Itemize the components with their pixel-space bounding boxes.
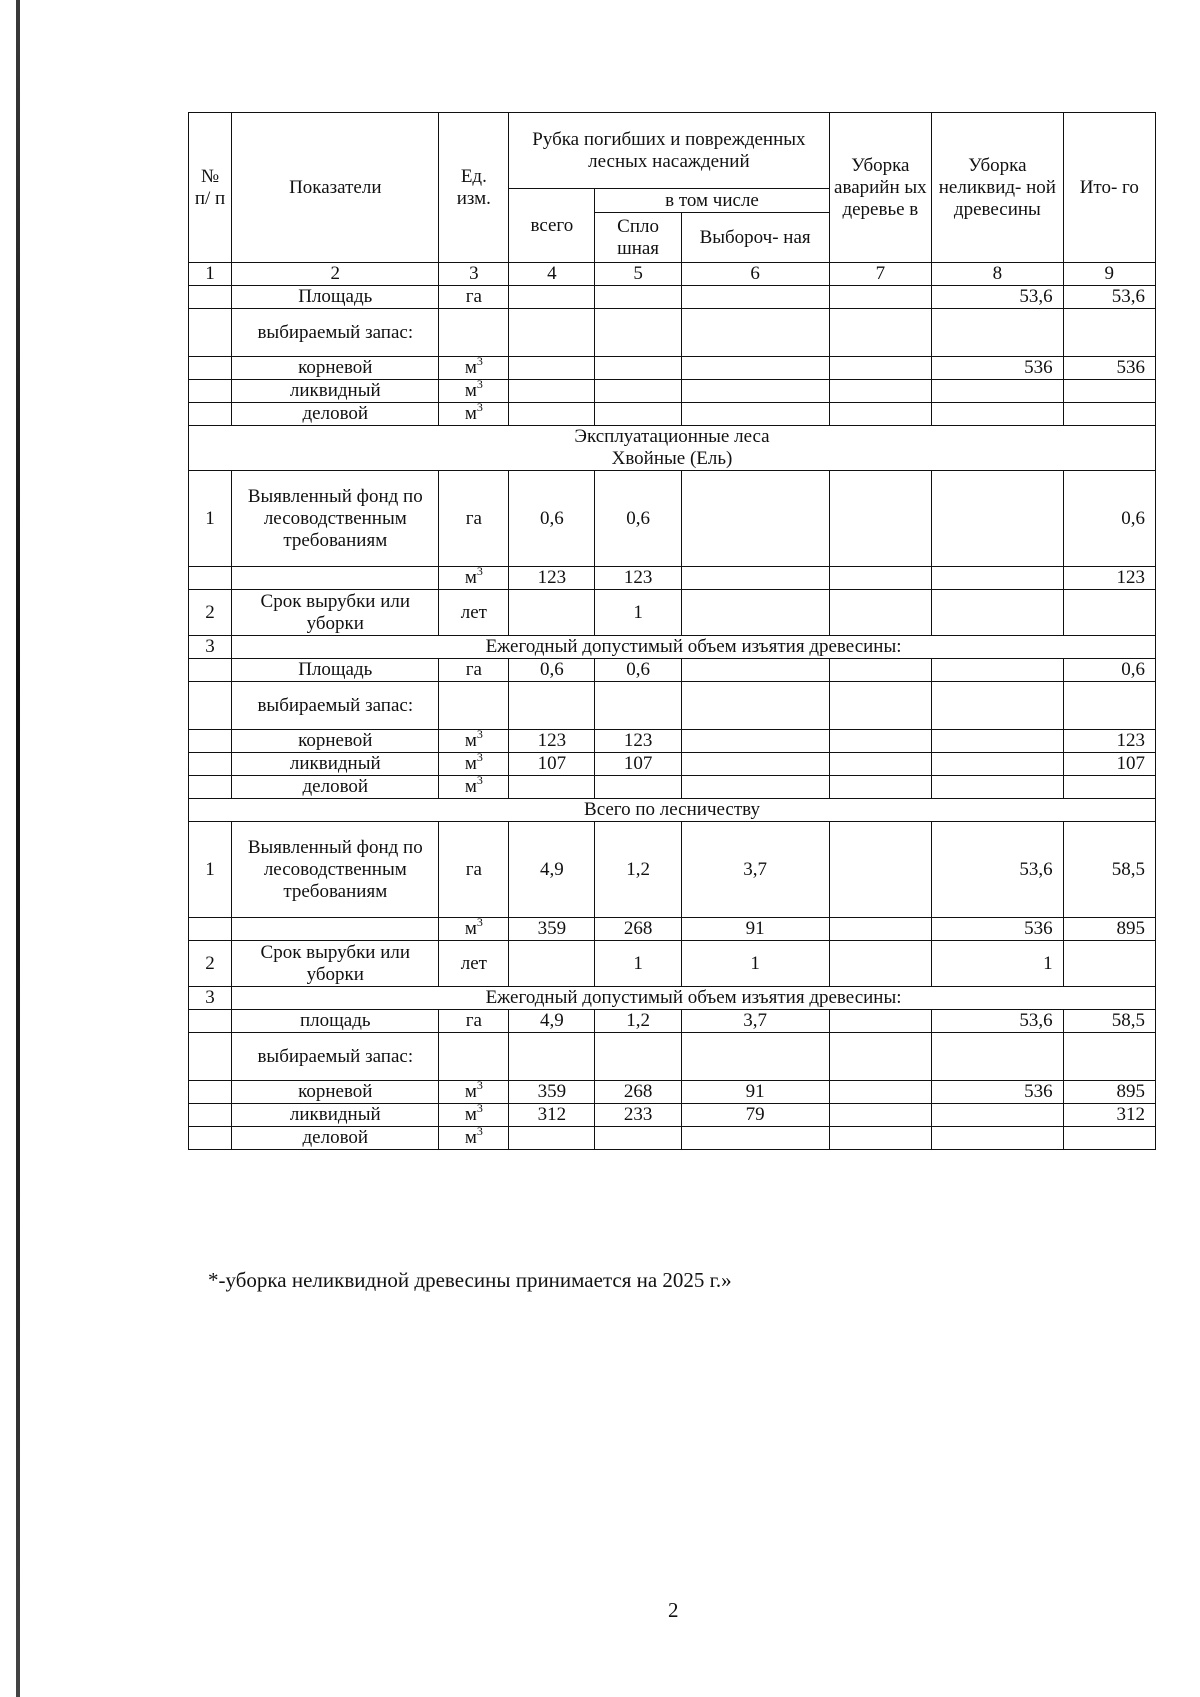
cell-emergency <box>829 1033 932 1081</box>
cell-sum: 58,5 <box>1063 822 1155 918</box>
cell-emergency <box>829 471 932 567</box>
cell-selective <box>681 380 829 403</box>
cell-clear <box>595 682 681 730</box>
row-label <box>232 918 439 941</box>
table-row <box>189 730 1156 753</box>
row-label: Срок вырубки или уборки <box>232 590 439 636</box>
cell-sum: 107 <box>1063 753 1155 776</box>
cell-sum: 312 <box>1063 1104 1155 1127</box>
table-row <box>189 822 1156 918</box>
cell-sum: 58,5 <box>1063 1010 1155 1033</box>
header-selective: Выбороч- ная <box>681 213 829 263</box>
cell-selective <box>681 1127 829 1150</box>
column-number: 9 <box>1063 263 1155 286</box>
cell-illiquid: 53,6 <box>932 286 1063 309</box>
row-unit <box>439 750 509 776</box>
cell-sum: 53,6 <box>1063 286 1155 309</box>
cell-total <box>509 357 595 380</box>
header-no: № п/ п <box>189 113 232 263</box>
cell-sum <box>1063 1127 1155 1150</box>
cell-sum <box>1063 776 1155 799</box>
cell-illiquid <box>932 753 1063 776</box>
cell-clear <box>595 776 681 799</box>
row-unit <box>439 727 509 753</box>
cell-illiquid <box>932 380 1063 403</box>
unit-text: га <box>465 659 482 680</box>
row-label: выбираемый запас: <box>232 1033 439 1081</box>
cell-total: 107 <box>509 753 595 776</box>
table-row <box>189 1033 1156 1081</box>
forest-table-wrapper <box>188 112 1156 1150</box>
cell-illiquid <box>932 682 1063 730</box>
forest-felling-table <box>188 112 1156 1150</box>
cell-clear: 1,2 <box>595 1010 681 1033</box>
cell-sum <box>1063 403 1155 426</box>
row-unit <box>439 773 509 799</box>
cell-emergency <box>829 822 932 918</box>
cell-illiquid: 53,6 <box>932 822 1063 918</box>
cell-illiquid: 536 <box>932 357 1063 380</box>
row-unit <box>439 354 509 380</box>
table-row <box>189 1104 1156 1127</box>
header-group-felling: Рубка погибших и поврежденных лесных насаждений <box>509 113 829 189</box>
unit-text: м <box>464 357 477 378</box>
cell-sum: 123 <box>1063 567 1155 590</box>
cell-emergency <box>829 776 932 799</box>
cell-emergency <box>829 286 932 309</box>
row-label: деловой <box>232 1127 439 1150</box>
footnote: *-уборка неликвидной древесины принимается на 2025 г.» <box>208 1268 732 1292</box>
table-row <box>189 918 1156 941</box>
cell-clear: 0,6 <box>595 659 681 682</box>
row-unit <box>439 1078 509 1104</box>
cell-illiquid <box>932 590 1063 636</box>
cell-total: 312 <box>509 1104 595 1127</box>
unit-sup: 3 <box>476 773 483 787</box>
cell-emergency <box>829 682 932 730</box>
cell-sum <box>1063 1033 1155 1081</box>
cell-clear: 1 <box>595 941 681 987</box>
row-no <box>189 1033 232 1081</box>
cell-illiquid <box>932 776 1063 799</box>
cell-sum: 123 <box>1063 730 1155 753</box>
cell-emergency <box>829 1010 932 1033</box>
row-no <box>189 1081 232 1104</box>
unit-text: м <box>464 730 477 751</box>
section-header-row <box>189 799 1156 822</box>
section-title <box>189 426 1156 471</box>
unit-text: м <box>464 918 477 939</box>
row-unit <box>439 1010 509 1033</box>
cell-selective <box>681 753 829 776</box>
cell-emergency <box>829 659 932 682</box>
page-number: 2 <box>668 1598 679 1622</box>
cell-selective: 1 <box>681 941 829 987</box>
row-label: Выявленный фонд по лесоводственным требованиям <box>232 471 439 567</box>
unit-sup: 3 <box>476 1101 483 1115</box>
cell-selective <box>681 590 829 636</box>
cell-total <box>509 941 595 987</box>
cell-clear: 268 <box>595 1081 681 1104</box>
header-total-sum: Ито- го <box>1063 113 1155 263</box>
section-header-row <box>189 426 1156 471</box>
cell-clear <box>595 403 681 426</box>
cell-clear: 1,2 <box>595 822 681 918</box>
cell-emergency <box>829 590 932 636</box>
row-label: выбираемый запас: <box>232 682 439 730</box>
cell-emergency <box>829 753 932 776</box>
cell-total: 4,9 <box>509 1010 595 1033</box>
cell-selective <box>681 403 829 426</box>
row-no <box>189 1104 232 1127</box>
cell-emergency <box>829 941 932 987</box>
cell-total <box>509 1127 595 1150</box>
section-title: Всего по лесничеству <box>189 799 1156 822</box>
table-row <box>189 357 1156 380</box>
table-row <box>189 309 1156 357</box>
row-unit <box>439 682 509 730</box>
row-label: площадь <box>232 1010 439 1033</box>
cell-clear <box>595 357 681 380</box>
row-label: Срок вырубки или уборки <box>232 941 439 987</box>
row-no <box>189 682 232 730</box>
column-number: 1 <box>189 263 232 286</box>
cell-clear <box>595 380 681 403</box>
table-row <box>189 987 1156 1010</box>
cell-illiquid <box>932 1033 1063 1081</box>
unit-text: м <box>464 1104 477 1125</box>
column-number: 5 <box>595 263 681 286</box>
unit-text: м <box>464 567 477 588</box>
unit-text: м <box>464 403 477 424</box>
cell-clear <box>595 309 681 357</box>
cell-clear: 0,6 <box>595 471 681 567</box>
cell-total: 359 <box>509 1081 595 1104</box>
row-no <box>189 1127 232 1150</box>
table-row <box>189 682 1156 730</box>
table-row <box>189 1010 1156 1033</box>
table-row <box>189 941 1156 987</box>
header-illiquid: Уборка неликвид- ной древесины <box>932 113 1063 263</box>
cell-illiquid <box>932 730 1063 753</box>
cell-emergency <box>829 357 932 380</box>
unit-sup: 3 <box>476 400 483 414</box>
cell-selective <box>681 682 829 730</box>
table-row <box>189 286 1156 309</box>
cell-selective <box>681 659 829 682</box>
row-unit: га <box>439 471 509 567</box>
cell-emergency <box>829 380 932 403</box>
cell-illiquid: 1 <box>932 941 1063 987</box>
cell-selective: 91 <box>681 918 829 941</box>
table-row <box>189 776 1156 799</box>
cell-emergency <box>829 309 932 357</box>
row-no: 3 <box>189 636 232 659</box>
cell-total: 359 <box>509 918 595 941</box>
row-no: 1 <box>189 471 232 567</box>
row-label: корневой <box>232 357 439 380</box>
row-no <box>189 730 232 753</box>
cell-illiquid <box>932 471 1063 567</box>
row-no: 2 <box>189 941 232 987</box>
cell-total: 123 <box>509 567 595 590</box>
column-number: 4 <box>509 263 595 286</box>
row-no: 1 <box>189 822 232 918</box>
row-unit <box>439 309 509 357</box>
cell-total <box>509 286 595 309</box>
header-indicator: Показатели <box>232 113 439 263</box>
cell-selective <box>681 309 829 357</box>
cell-clear: 268 <box>595 918 681 941</box>
row-label: выбираемый запас: <box>232 309 439 357</box>
column-number: 3 <box>439 263 509 286</box>
cell-selective <box>681 730 829 753</box>
cell-emergency <box>829 567 932 590</box>
table-row <box>189 1127 1156 1150</box>
table-row <box>189 380 1156 403</box>
row-unit <box>439 286 509 309</box>
cell-emergency <box>829 1127 932 1150</box>
unit-sup: 3 <box>476 750 483 764</box>
cell-sum <box>1063 380 1155 403</box>
row-no <box>189 918 232 941</box>
row-label: корневой <box>232 1081 439 1104</box>
cell-selective: 3,7 <box>681 822 829 918</box>
unit-text: м <box>464 776 477 797</box>
cell-selective: 3,7 <box>681 1010 829 1033</box>
cell-selective <box>681 776 829 799</box>
column-number: 6 <box>681 263 829 286</box>
cell-selective <box>681 286 829 309</box>
table-row <box>189 567 1156 590</box>
unit-sup: 3 <box>476 564 483 578</box>
section-title-line1: Эксплуатационные леса <box>574 426 770 447</box>
table-row <box>189 753 1156 776</box>
cell-clear: 1 <box>595 590 681 636</box>
row-no <box>189 380 232 403</box>
header-emergency: Уборка аварийн ых деревье в <box>829 113 932 263</box>
table-row <box>189 471 1156 567</box>
table-row <box>189 403 1156 426</box>
row-no <box>189 286 232 309</box>
table-row <box>189 1081 1156 1104</box>
cell-clear <box>595 1127 681 1150</box>
row-no <box>189 357 232 380</box>
cell-total <box>509 682 595 730</box>
row-unit: лет <box>439 941 509 987</box>
unit-text: м <box>464 380 477 401</box>
cell-clear <box>595 1033 681 1081</box>
unit-text: м <box>464 1081 477 1102</box>
row-label: Выявленный фонд по лесоводственным требованиям <box>232 822 439 918</box>
scan-edge-line <box>16 0 20 1697</box>
cell-clear: 123 <box>595 730 681 753</box>
table-row <box>189 636 1156 659</box>
row-label: деловой <box>232 403 439 426</box>
cell-emergency <box>829 730 932 753</box>
column-number: 7 <box>829 263 932 286</box>
row-unit <box>439 564 509 590</box>
section-title-line2: Хвойные (Ель) <box>611 448 733 469</box>
cell-total <box>509 380 595 403</box>
cell-emergency <box>829 1081 932 1104</box>
cell-selective: 79 <box>681 1104 829 1127</box>
column-number: 8 <box>932 263 1063 286</box>
row-unit: га <box>439 822 509 918</box>
row-no <box>189 659 232 682</box>
row-label: ликвидный <box>232 753 439 776</box>
row-no <box>189 567 232 590</box>
cell-total <box>509 309 595 357</box>
table-row <box>189 590 1156 636</box>
cell-illiquid <box>932 1127 1063 1150</box>
cell-sum: 0,6 <box>1063 659 1155 682</box>
table-row <box>189 659 1156 682</box>
cell-clear <box>595 286 681 309</box>
header-including: в том числе <box>595 189 829 213</box>
row-label: ликвидный <box>232 380 439 403</box>
cell-total: 0,6 <box>509 659 595 682</box>
cell-total: 123 <box>509 730 595 753</box>
annual-volume-title: Ежегодный допустимый объем изъятия древесины: <box>232 636 1156 659</box>
cell-clear: 107 <box>595 753 681 776</box>
cell-selective <box>681 1033 829 1081</box>
row-unit <box>439 1124 509 1150</box>
row-no <box>189 753 232 776</box>
cell-total: 4,9 <box>509 822 595 918</box>
unit-sup: 3 <box>476 1078 483 1092</box>
unit-text: м <box>464 753 477 774</box>
cell-illiquid <box>932 403 1063 426</box>
cell-sum <box>1063 941 1155 987</box>
cell-total <box>509 1033 595 1081</box>
unit-sup: 3 <box>476 1124 483 1138</box>
row-label <box>232 567 439 590</box>
row-unit <box>439 915 509 941</box>
row-unit <box>439 1033 509 1081</box>
row-label: корневой <box>232 730 439 753</box>
unit-text: га <box>465 1010 482 1031</box>
header-unit: Ед. изм. <box>439 113 509 263</box>
row-unit <box>439 659 509 682</box>
cell-total: 0,6 <box>509 471 595 567</box>
row-unit <box>439 1101 509 1127</box>
cell-illiquid <box>932 659 1063 682</box>
cell-illiquid: 53,6 <box>932 1010 1063 1033</box>
row-no: 3 <box>189 987 232 1010</box>
cell-illiquid: 536 <box>932 1081 1063 1104</box>
cell-selective <box>681 567 829 590</box>
cell-sum: 895 <box>1063 918 1155 941</box>
row-label: Площадь <box>232 286 439 309</box>
row-label: деловой <box>232 776 439 799</box>
row-label: Площадь <box>232 659 439 682</box>
unit-sup: 3 <box>476 915 483 929</box>
row-no <box>189 776 232 799</box>
cell-emergency <box>829 1104 932 1127</box>
cell-emergency <box>829 918 932 941</box>
unit-text: га <box>465 286 482 307</box>
unit-sup: 3 <box>476 354 483 368</box>
cell-selective <box>681 471 829 567</box>
cell-total <box>509 776 595 799</box>
row-label: ликвидный <box>232 1104 439 1127</box>
row-no: 2 <box>189 590 232 636</box>
cell-selective: 91 <box>681 1081 829 1104</box>
row-unit <box>439 377 509 403</box>
row-no <box>189 1010 232 1033</box>
cell-total <box>509 403 595 426</box>
cell-sum: 536 <box>1063 357 1155 380</box>
cell-selective <box>681 357 829 380</box>
cell-illiquid <box>932 309 1063 357</box>
row-unit: лет <box>439 590 509 636</box>
annual-volume-title: Ежегодный допустимый объем изъятия древесины: <box>232 987 1156 1010</box>
unit-text: м <box>464 1127 477 1148</box>
row-no <box>189 403 232 426</box>
header-clear-cut: Спло шная <box>595 213 681 263</box>
cell-sum: 895 <box>1063 1081 1155 1104</box>
column-number: 2 <box>232 263 439 286</box>
cell-sum <box>1063 682 1155 730</box>
row-no <box>189 309 232 357</box>
cell-sum: 0,6 <box>1063 471 1155 567</box>
cell-clear: 123 <box>595 567 681 590</box>
unit-sup: 3 <box>476 377 483 391</box>
header-total: всего <box>509 189 595 263</box>
cell-total <box>509 590 595 636</box>
cell-sum <box>1063 309 1155 357</box>
cell-illiquid: 536 <box>932 918 1063 941</box>
cell-clear: 233 <box>595 1104 681 1127</box>
cell-emergency <box>829 403 932 426</box>
column-number-row <box>189 263 1156 286</box>
cell-illiquid <box>932 1104 1063 1127</box>
unit-sup: 3 <box>476 727 483 741</box>
cell-sum <box>1063 590 1155 636</box>
cell-illiquid <box>932 567 1063 590</box>
row-unit <box>439 400 509 426</box>
